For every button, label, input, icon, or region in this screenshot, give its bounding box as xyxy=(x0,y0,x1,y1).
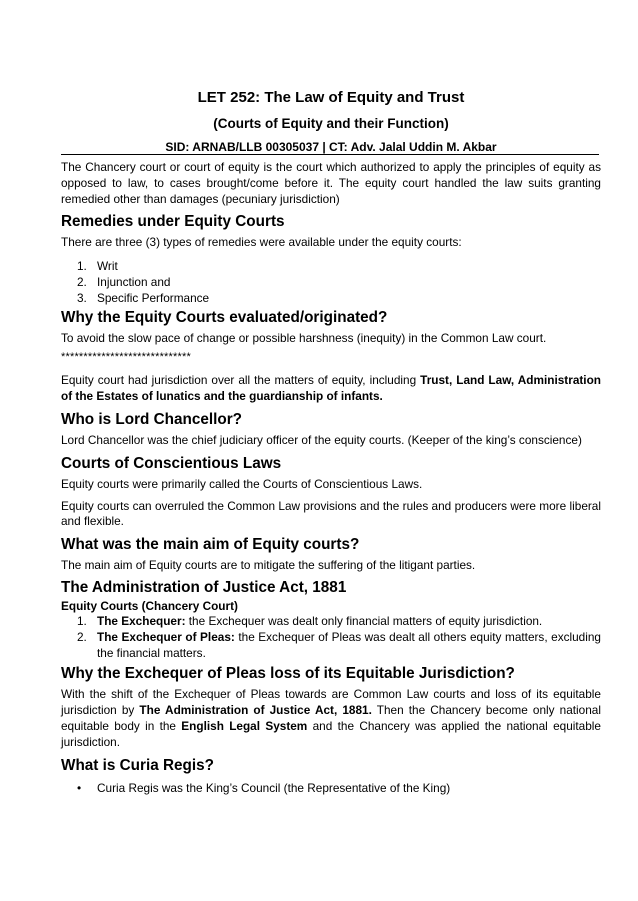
conscientious-text-2: Equity courts can overruled the Common Law provisions and the rules and producers were more liberal and flexible. xyxy=(61,498,601,529)
document-title: LET 252: The Law of Equity and Trust xyxy=(197,89,465,106)
aim-heading: What was the main aim of Equity courts? xyxy=(61,536,360,554)
originated-heading: Why the Equity Courts evaluated/originated? xyxy=(61,308,388,326)
originated-text: To avoid the slow pace of change or possible harshness (inequity) in the Common Law court. xyxy=(61,330,547,345)
exchequer-list xyxy=(61,614,601,661)
list-item: 1. Writ xyxy=(77,259,118,274)
aim-text: The main aim of Equity courts are to mitigate the suffering of the litigant parties. xyxy=(61,558,476,573)
intro-paragraph: The Chancery court or court of equity is the court which authorized to apply the principles of equity as opposed to law, to cases brought/come before it. The equity court handled the law suits granting remedied other than damages (pecuniary jurisdiction) xyxy=(61,160,601,206)
act-heading: The Administration of Justice Act, 1881 xyxy=(61,578,347,596)
student-id-line: SID: ARNAB/LLB 00305037 | CT: Adv. Jalal Uddin M. Akbar xyxy=(165,140,497,154)
chancellor-heading: Who is Lord Chancellor? xyxy=(61,410,243,428)
document-body xyxy=(61,160,601,796)
remedies-list xyxy=(61,259,601,306)
remedies-heading: Remedies under Equity Courts xyxy=(61,213,285,231)
loss-heading: Why the Exchequer of Pleas loss of its Equitable Jurisdiction? xyxy=(61,665,515,683)
act-subheading: Equity Courts (Chancery Court) xyxy=(61,598,238,613)
curia-heading: What is Curia Regis? xyxy=(61,756,214,774)
conscientious-text-1: Equity courts were primarily called the Courts of Conscientious Laws. xyxy=(61,476,423,491)
conscientious-heading: Courts of Conscientious Laws xyxy=(61,454,282,472)
header-divider xyxy=(61,154,599,155)
curia-list xyxy=(61,781,601,797)
list-item: 2. The Exchequer of Pleas: the Exchequer of Pleas was dealt all others equity matters, excluding the financial matters. xyxy=(77,629,601,660)
list-item: • Curia Regis was the King’s Council (the Representative of the King) xyxy=(77,780,451,795)
loss-paragraph: With the shift of the Exchequer of Pleas towards are Common Law courts and loss of its equitable jurisdiction by The Administration of Justice Act, 1881. Then the Chancery become only national equitable body in the English Legal System and the Chancery was applied the national equitable jurisdiction. xyxy=(61,687,601,749)
jurisdiction-paragraph: Equity court had jurisdiction over all the matters of equity, including Trust, Land Law, Administration of the Estates of lunatics and the guardianship of infants. xyxy=(61,373,602,404)
list-item: 3. Specific Performance xyxy=(77,290,210,305)
chancellor-text: Lord Chancellor was the chief judiciary officer of the equity courts. (Keeper of the king’s conscience) xyxy=(61,432,582,447)
list-item: 1. The Exchequer: the Exchequer was dealt only financial matters of equity jurisdiction. xyxy=(77,613,543,628)
bullet-icon: • xyxy=(77,780,82,795)
list-item: 2. Injunction and xyxy=(77,274,171,289)
separator-stars: ***************************** xyxy=(61,351,191,364)
remedies-text: There are three (3) types of remedies were available under the equity courts: xyxy=(61,235,462,250)
document-subtitle: (Courts of Equity and their Function) xyxy=(213,116,449,131)
